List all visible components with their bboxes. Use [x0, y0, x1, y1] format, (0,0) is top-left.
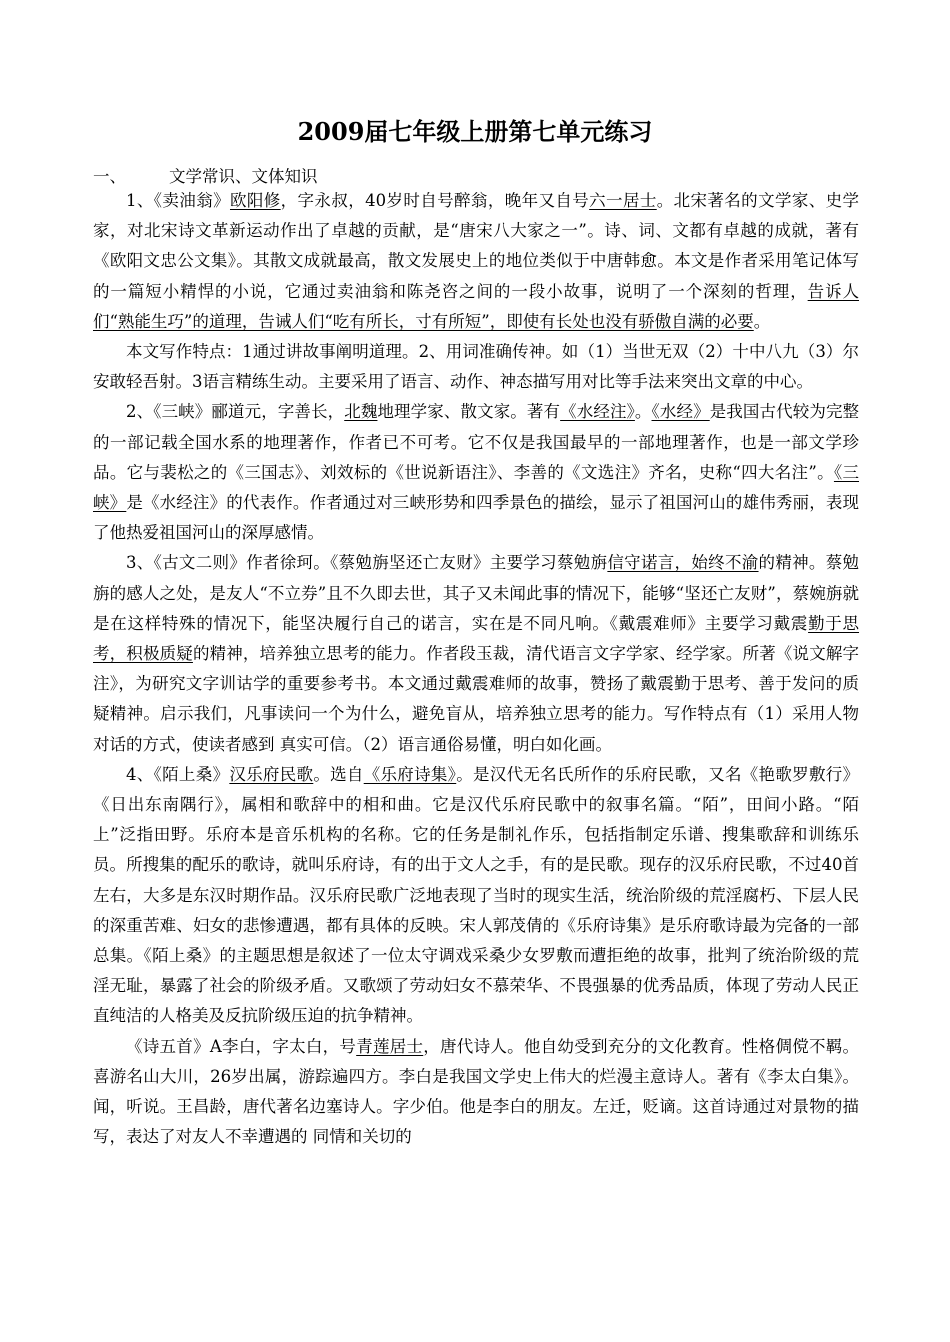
section-label: 文学常识、文体知识	[169, 167, 318, 186]
text-span: 的精神。蔡勉旃的感人之处，是友人“不立券”且不久即去世，其子又未闻此事的情况下，能够“坚还亡友财”，蔡婉旃就是在这样特殊的情况下，能坚决履行自己的诺言，实在是不同凡响。《戴震难师》主要学习戴震	[93, 553, 860, 633]
text-span: 。	[634, 402, 652, 422]
text-span: 《诗五首》A李白，字太白，号	[126, 1036, 357, 1056]
underlined-text: 欧阳修	[229, 191, 281, 210]
underlined-text: 《水经》	[651, 402, 710, 422]
underlined-text: 六一居士	[589, 191, 657, 210]
underlined-text: 勤于思考，积极质疑	[93, 613, 860, 664]
text-span: 。选自	[313, 764, 364, 784]
text-span: 的精神，培养独立思考的能力。作者段玉裁，清代语言文字学家、经学家。所著《说文解字注》，为研究文字训诂学的重要参考书。本文通过戴震难师的故事，赞扬了戴震勤于思考、善于发问的质疑精神。启示我们，凡事读问一个为什么，避免盲从，培养独立思考的能力。写作特点有（1）采用人物对话的方式，使读者感到 真实可信。（2）语言通俗易懂，明白如化画。	[93, 644, 860, 754]
text-span: 2、《三峡》郦道元，字善长，	[126, 402, 345, 422]
text-span: 是我国古代较为完整的一部记载全国水系的地理著作，作者已不可考。它不仅是我国最早的一部地理著作，也是一部文学珍品。它与裴松之的《三国志》、刘效标的《世说新语注》、李善的《文选注》齐名，史称“四大名注”。	[93, 402, 860, 482]
document-body	[93, 186, 859, 1153]
page-title: 2009届七年级上册第七单元练习	[297, 117, 653, 146]
paragraph-moshangsang	[93, 760, 859, 1032]
text-span: 是《水经注》的代表作。作者通过对三峡形势和四季景色的描绘，显示了祖国河山的雄伟秀丽，表现了他热爱祖国河山的深厚感情。	[93, 493, 860, 543]
underlined-text: 《乐府诗集》	[363, 764, 457, 784]
underlined-text: 告诉人们“熟能生巧”的道理，告诫人们“吃有所长，寸有所短”，即使有长处也没有骄傲自满的必要	[93, 281, 860, 331]
underlined-text: 信守诺言，始终不渝	[607, 553, 759, 573]
paragraph-shiwushou	[93, 1032, 859, 1153]
text-span: ，字永叔，40岁时自号醉翁，晚年又自号	[280, 191, 590, 210]
text-span: 。	[753, 311, 771, 331]
paragraph-maiyouweng	[93, 186, 859, 337]
underlined-text: 《三峡》	[93, 462, 860, 513]
text-span: 。北宋著名的文学家、史学家，对北宋诗文革新运动作出了卓越的贡献，是“唐宋八大家之一”。诗、词、文都有卓越的成就，著有《欧阳文忠公文集》。其散文成就最高，散文发展史上的地位类似于中唐韩愈。本文是作者采用笔记体写的一篇短小精悍的小说，它通过卖油翁和陈尧咨之间的一段小故事，说明了一个深刻的哲理，	[93, 191, 860, 301]
underlined-text: 《水经注》	[560, 402, 635, 422]
underlined-text: 北魏	[344, 402, 378, 422]
text-span: 地理学家、散文家。著有	[377, 402, 561, 422]
text-span: 3、《古文二则》作者徐珂。《蔡勉旃坚还亡友财》主要学习蔡勉旃	[126, 553, 608, 573]
text-span: 本文写作特点：1通过讲故事阐明道理。2、用词准确传神。如（1）当世无双（2）十中八九（3）尔安敢轻吾射。3语言精练生动。主要采用了语言、动作、神态描写用对比等手法来突出文章的中心。	[93, 342, 859, 392]
section-number: 一、	[93, 167, 126, 186]
text-span: 1、《卖油翁》	[126, 191, 230, 210]
underlined-text: 汉乐府民歌	[229, 764, 314, 784]
text-span: ，唐代诗人。他自幼受到充分的文化教育。性格倜傥不羁。喜游名山大川，26岁出属，游踪遍四方。李白是我国文学史上伟大的烂漫主意诗人。著有《李太白集》。闻，听说。王昌龄，唐代著名边塞诗人。字少伯。他是李白的朋友。左迁，贬谪。这首诗通过对景物的描写，表达了对友人不幸遭遇的 同情和关切的	[93, 1036, 859, 1147]
paragraph-guwen-erze	[93, 548, 859, 759]
underlined-text: 青莲居士	[356, 1036, 424, 1056]
paragraph-sanxia	[93, 397, 859, 548]
text-span: 4、《陌上桑》	[126, 764, 230, 784]
paragraph-writing-features	[93, 337, 859, 397]
text-span: 。是汉代无名氏所作的乐府民歌，又名《艳歌罗敷行》《日出东南隅行》，属相和歌辞中的相和曲。它是汉代乐府民歌中的叙事名篇。“陌”，田间小路。“陌上”泛指田野。乐府本是音乐机构的名称。它的任务是制礼作乐，包括指制定乐谱、搜集歌辞和训练乐员。所搜集的配乐的歌诗，就叫乐府诗，有的出于文人之手，有的是民歌。现存的汉乐府民歌，不过40首左右，大多是东汉时期作品。汉乐府民歌广泛地表现了当时的现实生活，统治阶级的荒淫腐朽、下层人民的深重苦难、妇女的悲惨遭遇，都有具体的反映。宋人郭茂倩的《乐府诗集》是乐府歌诗最为完备的一部总集。《陌上桑》的主题思想是叙述了一位太守调戏采桑少女罗敷而遭拒绝的故事，批判了统治阶级的荒淫无耻，暴露了社会的阶级矛盾。又歌颂了劳动妇女不慕荣华、不畏强暴的优秀品质，体现了劳动人民正直纯洁的人格美及反抗阶级压迫的抗争精神。	[93, 764, 860, 1026]
